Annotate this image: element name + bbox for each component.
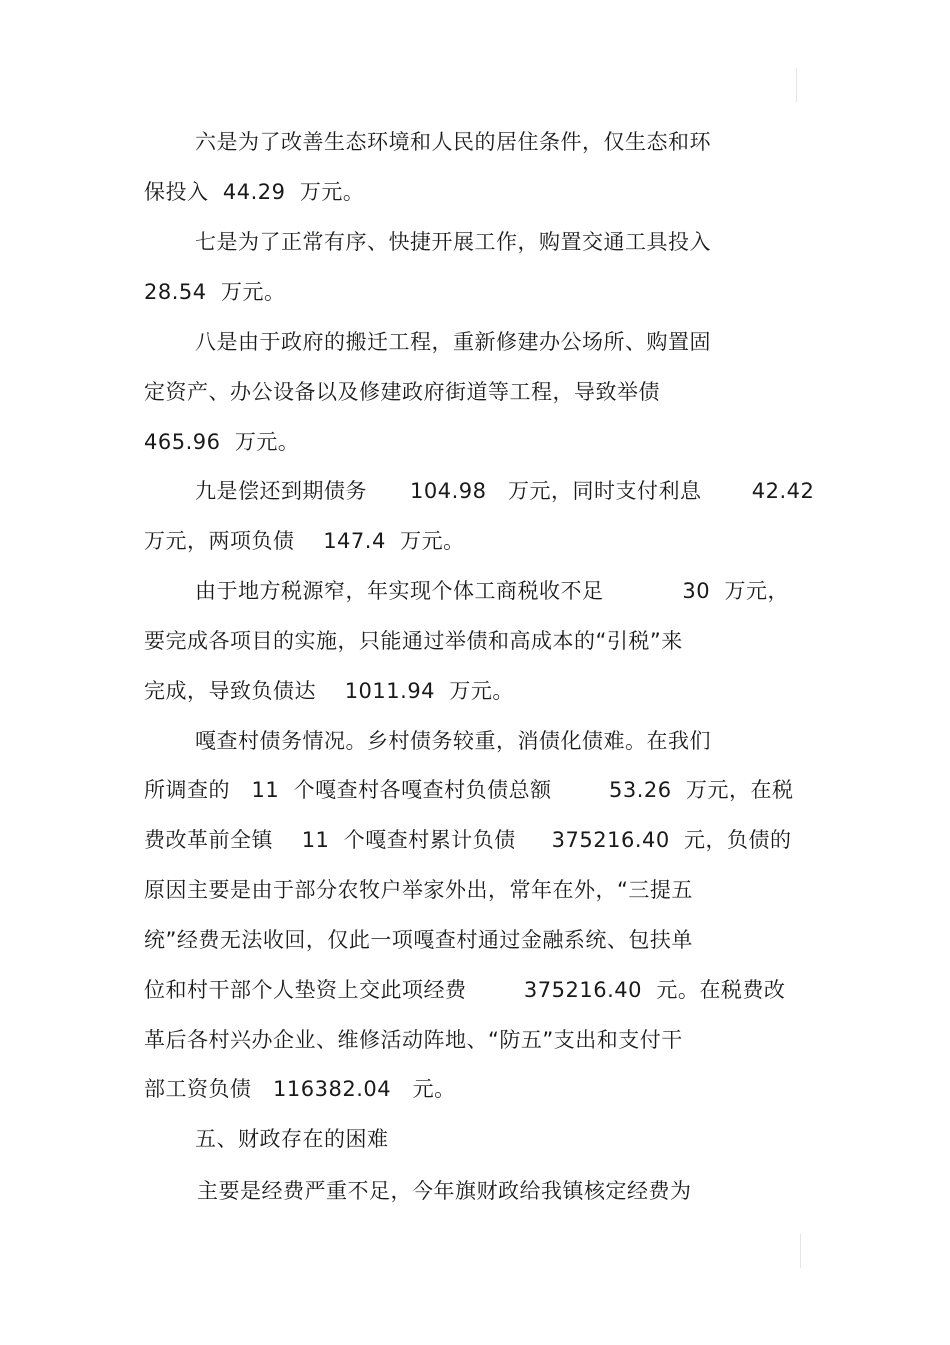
- paragraph-line: 主要是经费严重不足，今年旗财政给我镇核定经费为: [197, 1179, 692, 1203]
- paragraph-line: 嘎查村债务情况。乡村债务较重，消债化债难。在我们: [195, 729, 711, 753]
- paragraph-line: 要完成各项目的实施，只能通过举债和高成本的“引税”来: [144, 629, 683, 653]
- paragraph-line: 完成，导致负债达 1011.94 万元。: [144, 679, 514, 703]
- paragraph-line: 由于地方税源窄，年实现个体工商税收不足 30 万元，: [195, 579, 789, 603]
- paragraph-line: 万元，两项负债 147.4 万元。: [144, 529, 465, 553]
- paragraph-line: 革后各村兴办企业、维修活动阵地、“防五”支出和支付干: [144, 1028, 683, 1052]
- paragraph-line: 所调查的 11 个嘎查村各嘎查村负债总额 53.26 万元，在税: [144, 778, 794, 802]
- paragraph-line: 统”经费无法收回，仅此一项嘎查村通过金融系统、包扶单: [144, 928, 693, 952]
- section-heading: 五、财政存在的困难: [195, 1127, 389, 1151]
- paragraph-line: 部工资负债 116382.04 元。: [144, 1077, 456, 1101]
- paragraph-line: 九是偿还到期债务 104.98 万元，同时支付利息 42.42: [195, 479, 815, 503]
- paragraph-line: 费改革前全镇 11 个嘎查村累计负债 375216.40 元，负债的: [144, 828, 792, 852]
- paragraph-line: 定资产、办公设备以及修建政府街道等工程，导致举债: [144, 380, 660, 404]
- paragraph-line: 七是为了正常有序、快捷开展工作，购置交通工具投入: [195, 230, 711, 254]
- paragraph-line: 位和村干部个人垫资上交此项经费 375216.40 元。在税费改: [144, 978, 786, 1002]
- page-corner-mark-top: [796, 68, 797, 102]
- paragraph-line: 八是由于政府的搬迁工程，重新修建办公场所、购置固: [195, 330, 711, 354]
- paragraph-line: 原因主要是由于部分农牧户举家外出，常年在外，“三提五: [144, 878, 693, 902]
- paragraph-line: 保投入 44.29 万元。: [144, 180, 365, 204]
- paragraph-line: 六是为了改善生态环境和人民的居住条件，仅生态和环: [195, 130, 711, 154]
- paragraph-line: 28.54 万元。: [144, 280, 286, 304]
- paragraph-line: 465.96 万元。: [144, 430, 300, 454]
- page-corner-mark-bottom: [800, 1234, 801, 1268]
